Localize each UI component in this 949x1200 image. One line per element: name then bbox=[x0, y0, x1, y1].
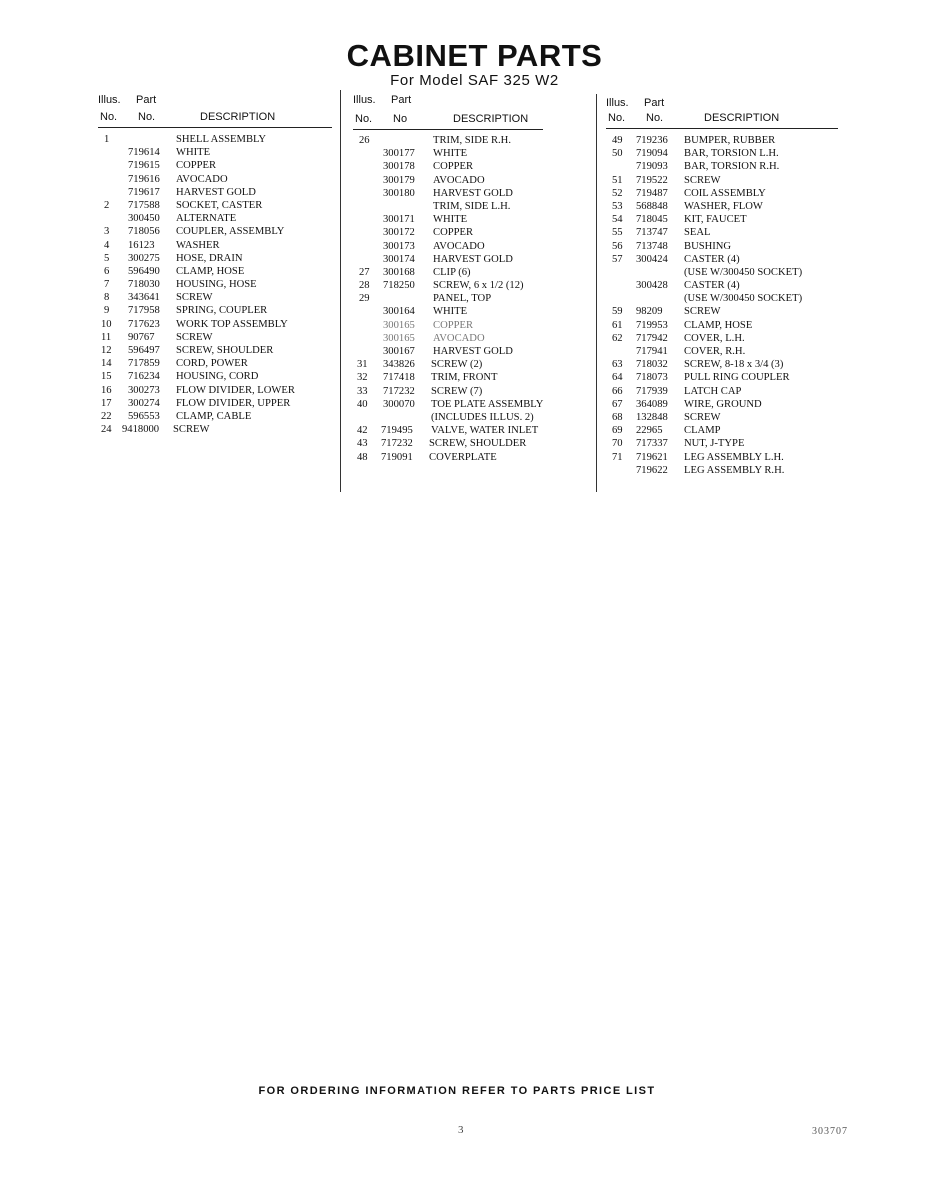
part-row bbox=[606, 160, 838, 173]
no-header: No. bbox=[355, 113, 373, 125]
illus-number: 1 bbox=[104, 134, 110, 145]
part-number: 300070 bbox=[383, 398, 415, 410]
part-description: TRIM, SIDE R.H. bbox=[433, 135, 511, 146]
part-number: 364089 bbox=[636, 398, 668, 410]
part-number: 300179 bbox=[383, 174, 415, 186]
part-description: TOE PLATE ASSEMBLY bbox=[431, 398, 544, 410]
illus-number: 66 bbox=[612, 385, 623, 397]
part-number: 718032 bbox=[636, 359, 668, 371]
part-row bbox=[98, 304, 332, 317]
illus-number: 48 bbox=[357, 451, 368, 463]
illus-number: 12 bbox=[101, 345, 112, 356]
part-description: SCREW, 6 x 1/2 (12) bbox=[433, 280, 524, 292]
part-row bbox=[353, 240, 543, 253]
part-row bbox=[98, 265, 332, 278]
part-row bbox=[606, 266, 838, 279]
part-row bbox=[98, 252, 332, 265]
illus-number: 26 bbox=[359, 135, 370, 146]
part-number: 300450 bbox=[128, 213, 160, 225]
part-row bbox=[98, 225, 332, 238]
illus-number: 49 bbox=[612, 135, 623, 146]
part-row bbox=[98, 291, 332, 304]
part-description: SCREW bbox=[684, 306, 721, 318]
part-number: 717232 bbox=[383, 385, 415, 397]
description-header: DESCRIPTION bbox=[704, 112, 780, 124]
part-description: SCREW bbox=[684, 411, 721, 423]
part-number: 717588 bbox=[128, 199, 160, 211]
no-header: No bbox=[393, 113, 408, 125]
illus-number: 70 bbox=[612, 438, 623, 450]
parts-column-3 bbox=[606, 94, 838, 477]
part-row bbox=[98, 318, 332, 331]
part-row bbox=[98, 384, 332, 397]
part-number: 719614 bbox=[128, 147, 160, 159]
part-description: COUPLER, ASSEMBLY bbox=[176, 226, 285, 238]
illus-number: 68 bbox=[612, 411, 623, 423]
part-row bbox=[98, 278, 332, 291]
part-description: HARVEST GOLD bbox=[433, 253, 513, 265]
illus-number: 67 bbox=[612, 398, 623, 410]
part-number: 719953 bbox=[636, 319, 668, 331]
part-header: Part bbox=[644, 97, 665, 109]
part-number: 343641 bbox=[128, 292, 160, 304]
part-number: 300178 bbox=[383, 161, 415, 173]
part-number: 9418000 bbox=[122, 424, 160, 436]
part-row bbox=[98, 370, 332, 383]
part-description: LATCH CAP bbox=[684, 385, 742, 397]
part-description: COPPER bbox=[176, 160, 217, 172]
illus-header: Illus. bbox=[98, 94, 121, 106]
part-row bbox=[353, 253, 543, 266]
part-number: 718045 bbox=[636, 214, 668, 226]
part-row bbox=[98, 331, 332, 344]
part-description: CORD, POWER bbox=[176, 358, 248, 370]
part-number: 596490 bbox=[128, 265, 160, 277]
illus-number: 71 bbox=[612, 451, 623, 463]
illus-number: 15 bbox=[101, 371, 112, 383]
part-description: WHITE bbox=[433, 214, 468, 226]
part-row bbox=[606, 411, 838, 424]
part-row bbox=[353, 305, 543, 318]
part-description: COPPER bbox=[433, 161, 474, 173]
part-row bbox=[353, 134, 543, 147]
part-row bbox=[98, 239, 332, 252]
part-row bbox=[98, 397, 332, 410]
no-header: No. bbox=[100, 111, 118, 123]
part-number: 300177 bbox=[383, 148, 415, 160]
illus-number: 53 bbox=[612, 200, 623, 212]
part-row bbox=[98, 357, 332, 370]
part-number: 719091 bbox=[381, 451, 413, 463]
part-description: WHITE bbox=[433, 306, 468, 318]
illus-header: Illus. bbox=[353, 94, 376, 106]
part-row bbox=[98, 133, 332, 146]
part-number: 300180 bbox=[383, 187, 415, 199]
no-header: No. bbox=[646, 112, 664, 124]
part-number: 300165 bbox=[383, 319, 415, 331]
part-header: Part bbox=[136, 94, 157, 106]
illus-number: 7 bbox=[104, 279, 110, 291]
part-row bbox=[606, 464, 838, 477]
part-description: HARVEST GOLD bbox=[433, 346, 513, 357]
illus-number: 17 bbox=[101, 397, 112, 409]
illus-number: 29 bbox=[359, 293, 370, 305]
part-row bbox=[353, 266, 543, 279]
description-header: DESCRIPTION bbox=[200, 111, 276, 123]
part-number: 719094 bbox=[636, 148, 668, 160]
part-number: 717418 bbox=[383, 372, 415, 384]
part-row bbox=[606, 240, 838, 253]
part-row bbox=[98, 199, 332, 212]
part-number: 719621 bbox=[636, 451, 668, 463]
part-number: 719236 bbox=[636, 135, 668, 146]
part-description: CLAMP, HOSE bbox=[176, 265, 245, 277]
part-row bbox=[353, 187, 543, 200]
illus-number: 55 bbox=[612, 227, 623, 239]
part-description: CLIP (6) bbox=[433, 266, 471, 278]
part-row bbox=[353, 411, 543, 424]
part-description: WHITE bbox=[433, 148, 468, 160]
document-number: 303707 bbox=[812, 1126, 848, 1137]
part-row bbox=[353, 174, 543, 187]
part-description: SCREW (7) bbox=[431, 385, 483, 397]
part-description: SCREW, SHOULDER bbox=[429, 438, 527, 450]
column-divider bbox=[596, 94, 597, 492]
part-description: WASHER bbox=[176, 239, 220, 251]
part-number: 717939 bbox=[636, 385, 668, 397]
part-description: COIL ASSEMBLY bbox=[684, 187, 766, 199]
illus-number: 61 bbox=[612, 319, 623, 331]
part-description: HOSE, DRAIN bbox=[176, 252, 243, 264]
part-number: 90767 bbox=[128, 331, 155, 343]
parts-list bbox=[606, 130, 838, 477]
header-rule bbox=[353, 129, 543, 130]
part-description: HOUSING, HOSE bbox=[176, 279, 257, 291]
part-description: CASTER (4) bbox=[684, 253, 740, 265]
part-row bbox=[606, 200, 838, 213]
illus-number: 22 bbox=[101, 410, 112, 422]
illus-number: 28 bbox=[359, 280, 370, 292]
part-number: 16123 bbox=[128, 239, 155, 251]
part-description: SCREW bbox=[684, 174, 721, 186]
illus-number: 50 bbox=[612, 148, 623, 160]
part-description: ALTERNATE bbox=[176, 213, 237, 225]
illus-number: 52 bbox=[612, 187, 623, 199]
page-title: CABINET PARTS bbox=[346, 38, 603, 73]
part-description: SHELL ASSEMBLY bbox=[176, 134, 267, 145]
parts-column-2 bbox=[353, 92, 543, 464]
part-row bbox=[353, 147, 543, 160]
part-description: CLAMP, CABLE bbox=[176, 410, 252, 422]
part-description: BAR, TORSION R.H. bbox=[684, 161, 780, 173]
part-description: COPPER bbox=[433, 227, 474, 239]
part-number: 719622 bbox=[636, 464, 668, 476]
part-number: 22965 bbox=[636, 425, 663, 437]
description-header: DESCRIPTION bbox=[453, 113, 529, 125]
part-number: 300428 bbox=[636, 280, 668, 292]
part-description: COPPER bbox=[433, 319, 474, 331]
part-row bbox=[98, 159, 332, 172]
header-rule bbox=[98, 127, 332, 128]
part-description: SCREW, SHOULDER bbox=[176, 345, 274, 356]
part-row bbox=[353, 385, 543, 398]
part-row bbox=[353, 213, 543, 226]
part-description: AVOCADO bbox=[433, 240, 485, 252]
part-number: 300167 bbox=[383, 346, 415, 357]
part-row bbox=[606, 424, 838, 437]
part-row bbox=[353, 437, 543, 450]
part-row bbox=[606, 279, 838, 292]
part-number: 300171 bbox=[383, 214, 415, 226]
part-number: 300173 bbox=[383, 240, 415, 252]
column-header bbox=[606, 94, 838, 130]
part-number: 717942 bbox=[636, 332, 668, 344]
part-row bbox=[353, 292, 543, 305]
part-number: 717859 bbox=[128, 358, 160, 370]
part-row bbox=[353, 160, 543, 173]
part-description: SCREW bbox=[176, 331, 213, 343]
part-row bbox=[606, 345, 838, 358]
part-description: (USE W/300450 SOCKET) bbox=[684, 293, 803, 305]
part-number: 717232 bbox=[381, 438, 413, 450]
part-number: 300164 bbox=[383, 306, 415, 318]
part-description: SEAL bbox=[684, 227, 711, 239]
part-header: Part bbox=[391, 94, 412, 106]
part-description: VALVE, WATER INLET bbox=[431, 425, 539, 437]
part-number: 98209 bbox=[636, 306, 663, 318]
part-row bbox=[353, 424, 543, 437]
part-number: 716234 bbox=[128, 371, 160, 383]
part-description: COVER, R.H. bbox=[684, 346, 746, 357]
part-description: SCREW, 8-18 x 3/4 (3) bbox=[684, 359, 784, 371]
illus-number: 2 bbox=[104, 199, 110, 211]
page-subtitle: For Model SAF 325 W2 bbox=[390, 72, 559, 89]
part-row bbox=[353, 200, 543, 213]
part-number: 300275 bbox=[128, 252, 160, 264]
illus-number: 33 bbox=[357, 385, 368, 397]
part-description: SCREW (2) bbox=[431, 359, 483, 371]
illus-number: 5 bbox=[104, 252, 110, 264]
page-number: 3 bbox=[458, 1124, 464, 1136]
part-row bbox=[606, 385, 838, 398]
part-row bbox=[98, 186, 332, 199]
part-description: (USE W/300450 SOCKET) bbox=[684, 266, 803, 278]
illus-number: 40 bbox=[357, 398, 368, 410]
illus-number: 57 bbox=[612, 253, 623, 265]
part-row bbox=[98, 146, 332, 159]
illus-header: Illus. bbox=[606, 97, 629, 109]
part-row bbox=[606, 451, 838, 464]
part-description: CLAMP bbox=[684, 425, 721, 437]
part-number: 717941 bbox=[636, 346, 668, 357]
part-description: PULL RING COUPLER bbox=[684, 372, 790, 384]
part-number: 343826 bbox=[383, 359, 415, 371]
part-number: 568848 bbox=[636, 200, 668, 212]
part-description: WHITE bbox=[176, 147, 211, 159]
illus-number: 16 bbox=[101, 384, 112, 396]
part-description: FLOW DIVIDER, UPPER bbox=[176, 397, 291, 409]
part-description: SCREW bbox=[176, 292, 213, 304]
part-description: COVERPLATE bbox=[429, 451, 497, 463]
part-number: 719522 bbox=[636, 174, 668, 186]
part-number: 717958 bbox=[128, 305, 160, 317]
part-number: 719617 bbox=[128, 186, 160, 198]
part-row bbox=[606, 398, 838, 411]
part-row bbox=[353, 358, 543, 371]
header-rule bbox=[606, 128, 838, 129]
illus-number: 4 bbox=[104, 239, 110, 251]
part-number: 596553 bbox=[128, 410, 160, 422]
part-row bbox=[353, 371, 543, 384]
part-row bbox=[353, 226, 543, 239]
parts-list bbox=[353, 128, 543, 464]
part-number: 300273 bbox=[128, 384, 160, 396]
illus-number: 6 bbox=[104, 265, 110, 277]
part-number: 596497 bbox=[128, 345, 160, 356]
part-description: COVER, L.H. bbox=[684, 332, 745, 344]
parts-column-1 bbox=[98, 92, 332, 436]
part-description: WORK TOP ASSEMBLY bbox=[176, 318, 288, 330]
part-row bbox=[98, 212, 332, 225]
part-number: 300174 bbox=[383, 253, 415, 265]
part-number: 718030 bbox=[128, 279, 160, 291]
part-row bbox=[606, 319, 838, 332]
part-number: 719487 bbox=[636, 187, 668, 199]
illus-number: 27 bbox=[359, 266, 370, 278]
no-header: No. bbox=[608, 112, 626, 124]
part-row bbox=[353, 319, 543, 332]
illus-number: 43 bbox=[357, 438, 368, 450]
illus-number: 9 bbox=[104, 305, 110, 317]
part-row bbox=[98, 344, 332, 357]
illus-number: 3 bbox=[104, 226, 110, 238]
part-row bbox=[98, 410, 332, 423]
part-description: NUT, J-TYPE bbox=[684, 438, 745, 450]
part-number: 719495 bbox=[381, 425, 413, 437]
part-description: SPRING, COUPLER bbox=[176, 305, 268, 317]
illus-number: 24 bbox=[101, 424, 112, 436]
part-row bbox=[606, 213, 838, 226]
part-description: WIRE, GROUND bbox=[684, 398, 762, 410]
illus-number: 59 bbox=[612, 306, 623, 318]
illus-number: 11 bbox=[101, 331, 112, 343]
part-number: 718073 bbox=[636, 372, 668, 384]
part-description: WASHER, FLOW bbox=[684, 200, 763, 212]
part-description: BUMPER, RUBBER bbox=[684, 135, 776, 146]
part-description: CASTER (4) bbox=[684, 280, 740, 292]
part-description: AVOCADO bbox=[176, 173, 228, 185]
illus-number: 8 bbox=[104, 292, 110, 304]
part-row bbox=[353, 279, 543, 292]
part-row bbox=[606, 226, 838, 239]
part-number: 300168 bbox=[383, 266, 415, 278]
part-description: TRIM, SIDE L.H. bbox=[433, 200, 511, 212]
part-description: BAR, TORSION L.H. bbox=[684, 148, 779, 160]
part-row bbox=[606, 253, 838, 266]
part-description: AVOCADO bbox=[433, 174, 485, 186]
part-number: 300165 bbox=[383, 332, 415, 344]
illus-number: 51 bbox=[612, 174, 623, 186]
part-description: LEG ASSEMBLY R.H. bbox=[684, 464, 785, 476]
part-description: BUSHING bbox=[684, 240, 732, 252]
part-row bbox=[353, 332, 543, 345]
column-header bbox=[353, 92, 543, 128]
illus-number: 31 bbox=[357, 359, 368, 371]
part-row bbox=[98, 173, 332, 186]
part-description: SCREW bbox=[173, 424, 210, 436]
no-header: No. bbox=[138, 111, 156, 123]
ordering-footer: FOR ORDERING INFORMATION REFER TO PARTS PRICE LIST bbox=[258, 1085, 656, 1097]
part-row bbox=[606, 358, 838, 371]
part-description: HARVEST GOLD bbox=[433, 187, 513, 199]
part-row bbox=[353, 345, 543, 358]
part-number: 300172 bbox=[383, 227, 415, 239]
illus-number: 42 bbox=[357, 425, 368, 437]
part-number: 300274 bbox=[128, 397, 160, 409]
part-number: 718250 bbox=[383, 280, 415, 292]
illus-number: 32 bbox=[357, 372, 368, 384]
part-number: 719093 bbox=[636, 161, 668, 173]
illus-number: 14 bbox=[101, 358, 112, 370]
part-row bbox=[606, 187, 838, 200]
part-number: 300424 bbox=[636, 253, 668, 265]
part-number: 717337 bbox=[636, 438, 668, 450]
parts-list bbox=[98, 128, 332, 436]
part-number: 713748 bbox=[636, 240, 668, 252]
part-number: 713747 bbox=[636, 227, 668, 239]
illus-number: 69 bbox=[612, 425, 623, 437]
part-description: TRIM, FRONT bbox=[431, 372, 498, 384]
part-row bbox=[98, 423, 332, 436]
illus-number: 10 bbox=[101, 318, 112, 330]
part-description: KIT, FAUCET bbox=[684, 214, 747, 226]
part-row bbox=[606, 134, 838, 147]
part-row bbox=[606, 371, 838, 384]
illus-number: 64 bbox=[612, 372, 623, 384]
part-row bbox=[606, 437, 838, 450]
part-number: 132848 bbox=[636, 411, 668, 423]
part-number: 719616 bbox=[128, 173, 160, 185]
part-row bbox=[353, 451, 543, 464]
part-description: CLAMP, HOSE bbox=[684, 319, 753, 331]
part-row bbox=[606, 292, 838, 305]
part-row bbox=[353, 398, 543, 411]
part-number: 719615 bbox=[128, 160, 160, 172]
part-row bbox=[606, 147, 838, 160]
part-row bbox=[606, 305, 838, 318]
part-description: (INCLUDES ILLUS. 2) bbox=[431, 411, 534, 423]
part-description: PANEL, TOP bbox=[433, 293, 492, 305]
part-row bbox=[606, 174, 838, 187]
part-number: 718056 bbox=[128, 226, 160, 238]
part-description: HARVEST GOLD bbox=[176, 186, 256, 198]
illus-number: 56 bbox=[612, 240, 623, 252]
part-description: LEG ASSEMBLY L.H. bbox=[684, 451, 784, 463]
illus-number: 54 bbox=[612, 214, 623, 226]
column-divider bbox=[340, 90, 341, 492]
part-description: FLOW DIVIDER, LOWER bbox=[176, 384, 295, 396]
illus-number: 62 bbox=[612, 332, 623, 344]
part-row bbox=[606, 332, 838, 345]
part-number: 717623 bbox=[128, 318, 160, 330]
part-description: SOCKET, CASTER bbox=[176, 199, 263, 211]
illus-number: 63 bbox=[612, 359, 623, 371]
column-header bbox=[98, 92, 332, 128]
part-description: AVOCADO bbox=[433, 332, 485, 344]
part-description: HOUSING, CORD bbox=[176, 371, 259, 383]
